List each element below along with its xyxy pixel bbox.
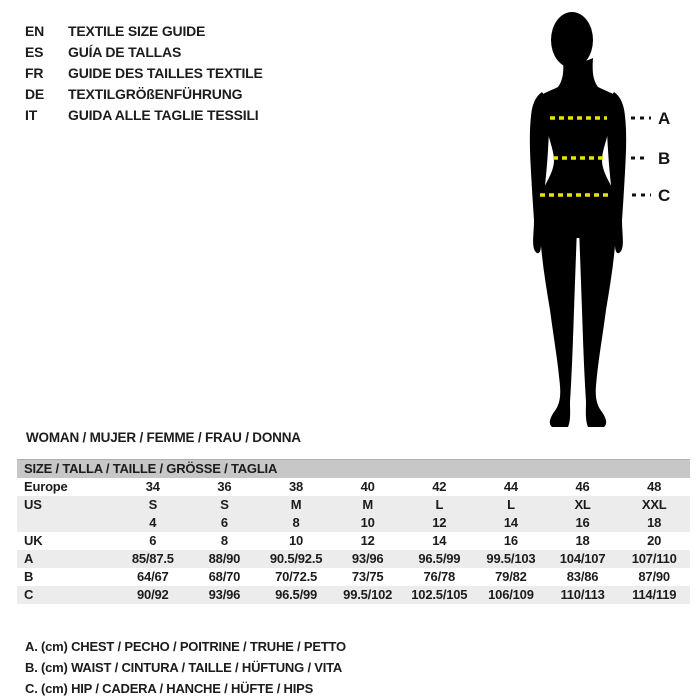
size-value-cell: 70/72.5 xyxy=(275,569,318,584)
row-label: B xyxy=(24,569,34,584)
language-row-it xyxy=(25,105,263,126)
language-title: TEXTILE SIZE GUIDE xyxy=(68,23,206,39)
size-value-cell: 90.5/92.5 xyxy=(269,551,323,566)
size-value-cell: 88/90 xyxy=(208,551,241,566)
size-value-cell: 14 xyxy=(432,533,447,548)
table-row-c xyxy=(17,586,690,604)
language-title: GUIDE DES TAILLES TEXTILE xyxy=(68,65,263,81)
size-value-cell: 36 xyxy=(217,479,232,494)
size-value-cell: 64/67 xyxy=(137,569,169,584)
language-code: ES xyxy=(25,44,44,60)
legend-line: B. (cm) WAIST / CINTURA / TAILLE / HÜFTUNG / VITA xyxy=(25,660,343,675)
size-value-cell: 34 xyxy=(145,479,160,494)
language-row-en xyxy=(25,21,263,42)
marker-label-b: B xyxy=(658,149,671,168)
row-label: Europe xyxy=(24,479,68,494)
table-row-a xyxy=(17,550,690,568)
language-code: DE xyxy=(25,86,45,102)
measurement-legend xyxy=(25,636,346,699)
woman-silhouette-right-leg xyxy=(579,200,616,427)
size-value-cell: XL xyxy=(574,497,591,512)
size-value-cell: 4 xyxy=(149,515,157,530)
legend-line: C. (cm) HIP / CADERA / HANCHE / HÜFTE / HIPS xyxy=(25,681,314,696)
size-value-cell: 99.5/103 xyxy=(486,551,536,566)
size-value-cell: M xyxy=(362,497,373,512)
size-value-cell: 96.5/99 xyxy=(418,551,461,566)
size-value-cell: 87/90 xyxy=(638,569,670,584)
table-row-us xyxy=(17,496,690,514)
size-value-cell: 6 xyxy=(149,533,157,548)
language-code: EN xyxy=(25,23,45,39)
size-value-cell: XXL xyxy=(641,497,667,512)
size-value-cell: 40 xyxy=(360,479,375,494)
legend-line: A. (cm) CHEST / PECHO / POITRINE / TRUHE / PETTO xyxy=(25,639,346,654)
size-value-cell: 107/110 xyxy=(631,551,677,566)
size-value-cell: L xyxy=(435,497,444,512)
table-title: WOMAN / MUJER / FEMME / FRAU / DONNA xyxy=(26,430,301,445)
size-value-cell: 10 xyxy=(360,515,375,530)
size-value-cell: 79/82 xyxy=(495,569,527,584)
size-table-header-row xyxy=(17,460,690,478)
size-value-cell: 10 xyxy=(289,533,304,548)
language-row-de xyxy=(25,84,263,105)
size-value-cell: M xyxy=(290,497,302,512)
marker-label-c: C xyxy=(658,186,671,205)
size-value-cell: S xyxy=(148,497,158,512)
size-value-cell: 93/96 xyxy=(208,587,241,602)
table-row-uk xyxy=(17,532,690,550)
size-value-cell: 110/113 xyxy=(560,587,605,602)
row-label: C xyxy=(24,587,34,602)
language-code: FR xyxy=(25,65,44,81)
size-value-cell: 18 xyxy=(647,515,662,530)
size-value-cell: 73/75 xyxy=(351,569,384,584)
size-value-cell: 18 xyxy=(575,533,590,548)
size-value-cell: 42 xyxy=(432,479,447,494)
size-value-cell: 48 xyxy=(647,479,662,494)
language-row-fr xyxy=(25,63,263,84)
size-value-cell: 99.5/102 xyxy=(343,587,393,602)
size-value-cell: 83/86 xyxy=(566,569,599,584)
size-value-cell: 14 xyxy=(503,515,518,530)
size-value-cell: 12 xyxy=(360,533,375,548)
woman-silhouette-left-leg xyxy=(540,200,577,427)
size-value-cell: 16 xyxy=(503,533,518,548)
size-value-cell: 104/107 xyxy=(559,551,606,566)
size-value-cell: 106/109 xyxy=(488,587,534,602)
language-title: GUÍA DE TALLAS xyxy=(68,44,182,60)
size-value-cell: 93/96 xyxy=(351,551,384,566)
language-title: TEXTILGRÖßENFÜHRUNG xyxy=(68,86,243,102)
size-value-cell: 76/78 xyxy=(423,569,456,584)
size-value-cell: 96.5/99 xyxy=(275,587,318,602)
size-table xyxy=(17,459,690,604)
size-value-cell: 8 xyxy=(292,515,300,530)
size-value-cell: 16 xyxy=(575,515,590,530)
size-value-cell: 12 xyxy=(432,515,447,530)
size-value-cell: S xyxy=(220,497,229,512)
woman-silhouette-figure xyxy=(490,10,700,440)
size-value-cell: 6 xyxy=(220,515,228,530)
size-value-cell: 114/119 xyxy=(632,587,677,602)
language-title: GUIDA ALLE TAGLIE TESSILI xyxy=(68,107,259,123)
size-value-cell: L xyxy=(507,497,515,512)
size-value-cell: 38 xyxy=(289,479,304,494)
size-value-cell: 44 xyxy=(503,479,518,494)
size-value-cell: 20 xyxy=(647,533,662,548)
row-label: UK xyxy=(24,533,43,548)
size-value-cell: 8 xyxy=(220,533,228,548)
size-table-body xyxy=(17,478,690,604)
size-table-header: SIZE / TALLA / TAILLE / GRÖSSE / TAGLIA xyxy=(17,460,690,478)
table-row-europe xyxy=(17,478,690,496)
marker-label-a: A xyxy=(658,109,671,128)
language-row-es xyxy=(25,42,263,63)
row-label: A xyxy=(24,551,34,566)
size-value-cell: 85/87.5 xyxy=(131,551,174,566)
row-label xyxy=(17,514,117,532)
language-title-list xyxy=(25,21,263,126)
language-code: IT xyxy=(25,107,38,123)
table-row-b xyxy=(17,568,690,586)
woman-silhouette-head xyxy=(551,12,593,68)
size-value-cell: 90/92 xyxy=(137,587,169,602)
size-value-cell: 68/70 xyxy=(208,569,241,584)
size-value-cell: 102.5/105 xyxy=(411,587,468,602)
row-label: US xyxy=(24,497,42,512)
size-value-cell: 46 xyxy=(575,479,590,494)
table-row-us-numeric xyxy=(17,514,690,532)
